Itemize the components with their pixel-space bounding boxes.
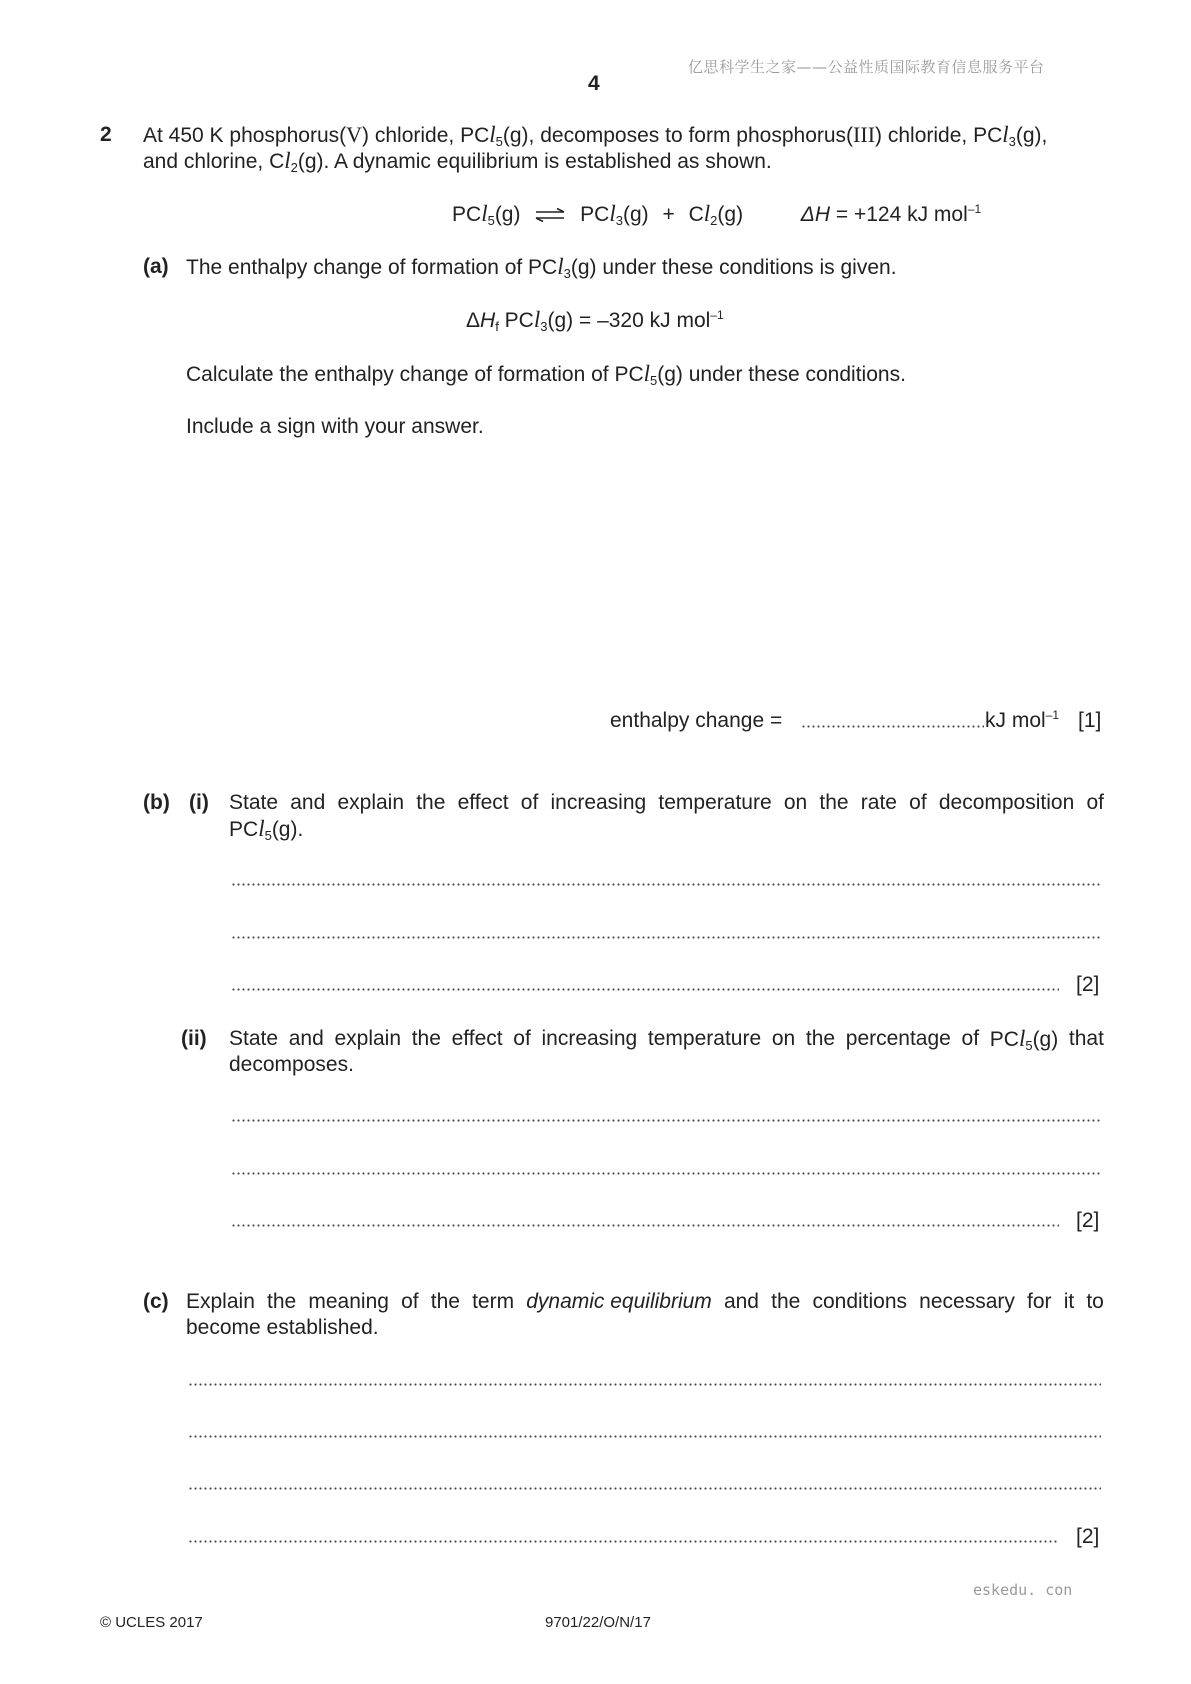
part-b-i-label: (i)	[189, 791, 209, 814]
part-a-answer-unit: kJ mol$^{-1}$	[985, 708, 1060, 732]
part-b-label: (b)	[143, 791, 170, 814]
part-b-i-text-1: State and explain the effect of increasing temperature on the rate of decomposition of	[229, 791, 1104, 814]
part-a-text-3: Include a sign with your answer.	[186, 415, 484, 438]
part-a-text-2: Calculate the enthalpy change of formation of PCl$_5$(g) under these conditions.	[186, 361, 906, 388]
part-a-answer-field[interactable]	[801, 725, 984, 728]
part-b-i-marks: [2]	[1076, 973, 1100, 996]
part-b-i-text-2: PCl$_5$(g).	[229, 816, 304, 843]
part-a-marks: [1]	[1078, 709, 1102, 732]
part-b-ii-marks: [2]	[1076, 1209, 1100, 1232]
part-a-text-1: The enthalpy change of formation of PCl$_3$(g) under these conditions is given.	[186, 254, 897, 281]
part-a-formation-formula: $\Delta H_f$ PCl$_3$(g) = –320 kJ mol$^{-1}$	[466, 307, 724, 334]
part-c-label: (c)	[143, 1290, 169, 1313]
part-a-label: (a)	[143, 255, 169, 278]
part-c-text-1: Explain the meaning of the term dynamic equilibrium and the conditions necessary for it to	[186, 1290, 1104, 1313]
part-b-i-answer-line-1[interactable]	[231, 883, 1101, 886]
watermark-top: 亿思科学生之家——公益性质国际教育信息服务平台	[688, 58, 1045, 76]
footer-copyright: © UCLES 2017	[100, 1614, 203, 1631]
part-c-answer-line-1[interactable]	[188, 1383, 1101, 1386]
part-c-text-2: become established.	[186, 1316, 379, 1339]
part-b-i-answer-line-2[interactable]	[231, 936, 1101, 939]
question-intro-line-2: and chlorine, $Cl_2(g)$. A dynamic equilibrium is established as shown.	[143, 148, 772, 175]
part-b-ii-label: (ii)	[181, 1027, 207, 1050]
part-c-answer-line-3[interactable]	[188, 1487, 1101, 1490]
part-b-ii-text-2: decomposes.	[229, 1053, 354, 1076]
part-c-answer-line-2[interactable]	[188, 1435, 1101, 1438]
part-b-i-answer-line-3[interactable]	[231, 988, 1059, 991]
footer-paper-code: 9701/22/O/N/17	[545, 1614, 651, 1631]
question-intro-line-1: At 450 K phosphorus(V) chloride, PCl$_5$(g), decomposes to form phosphorus(III) chloride, PCl$_3$(g),	[143, 122, 1048, 149]
part-c-marks: [2]	[1076, 1525, 1100, 1548]
equilibrium-equation: PCl$_5$(g) $PCl_3(g) + Cl_2(g) \Delta H = +124$ kJ mol$^{-1}$	[452, 201, 982, 228]
part-b-ii-answer-line-2[interactable]	[231, 1172, 1101, 1175]
page-number: 4	[588, 72, 600, 95]
part-c-answer-line-4[interactable]	[188, 1540, 1059, 1543]
equilibrium-arrows-icon	[535, 208, 565, 222]
watermark-bottom: eskedu. con	[973, 1581, 1073, 1599]
part-a-answer-label: enthalpy change =	[610, 709, 783, 732]
part-b-ii-answer-line-1[interactable]	[231, 1119, 1101, 1122]
part-b-ii-answer-line-3[interactable]	[231, 1224, 1059, 1227]
question-number: 2	[100, 123, 112, 146]
part-b-ii-text-1: State and explain the effect of increasing temperature on the percentage of PCl$_5$(g) that	[229, 1026, 1104, 1053]
